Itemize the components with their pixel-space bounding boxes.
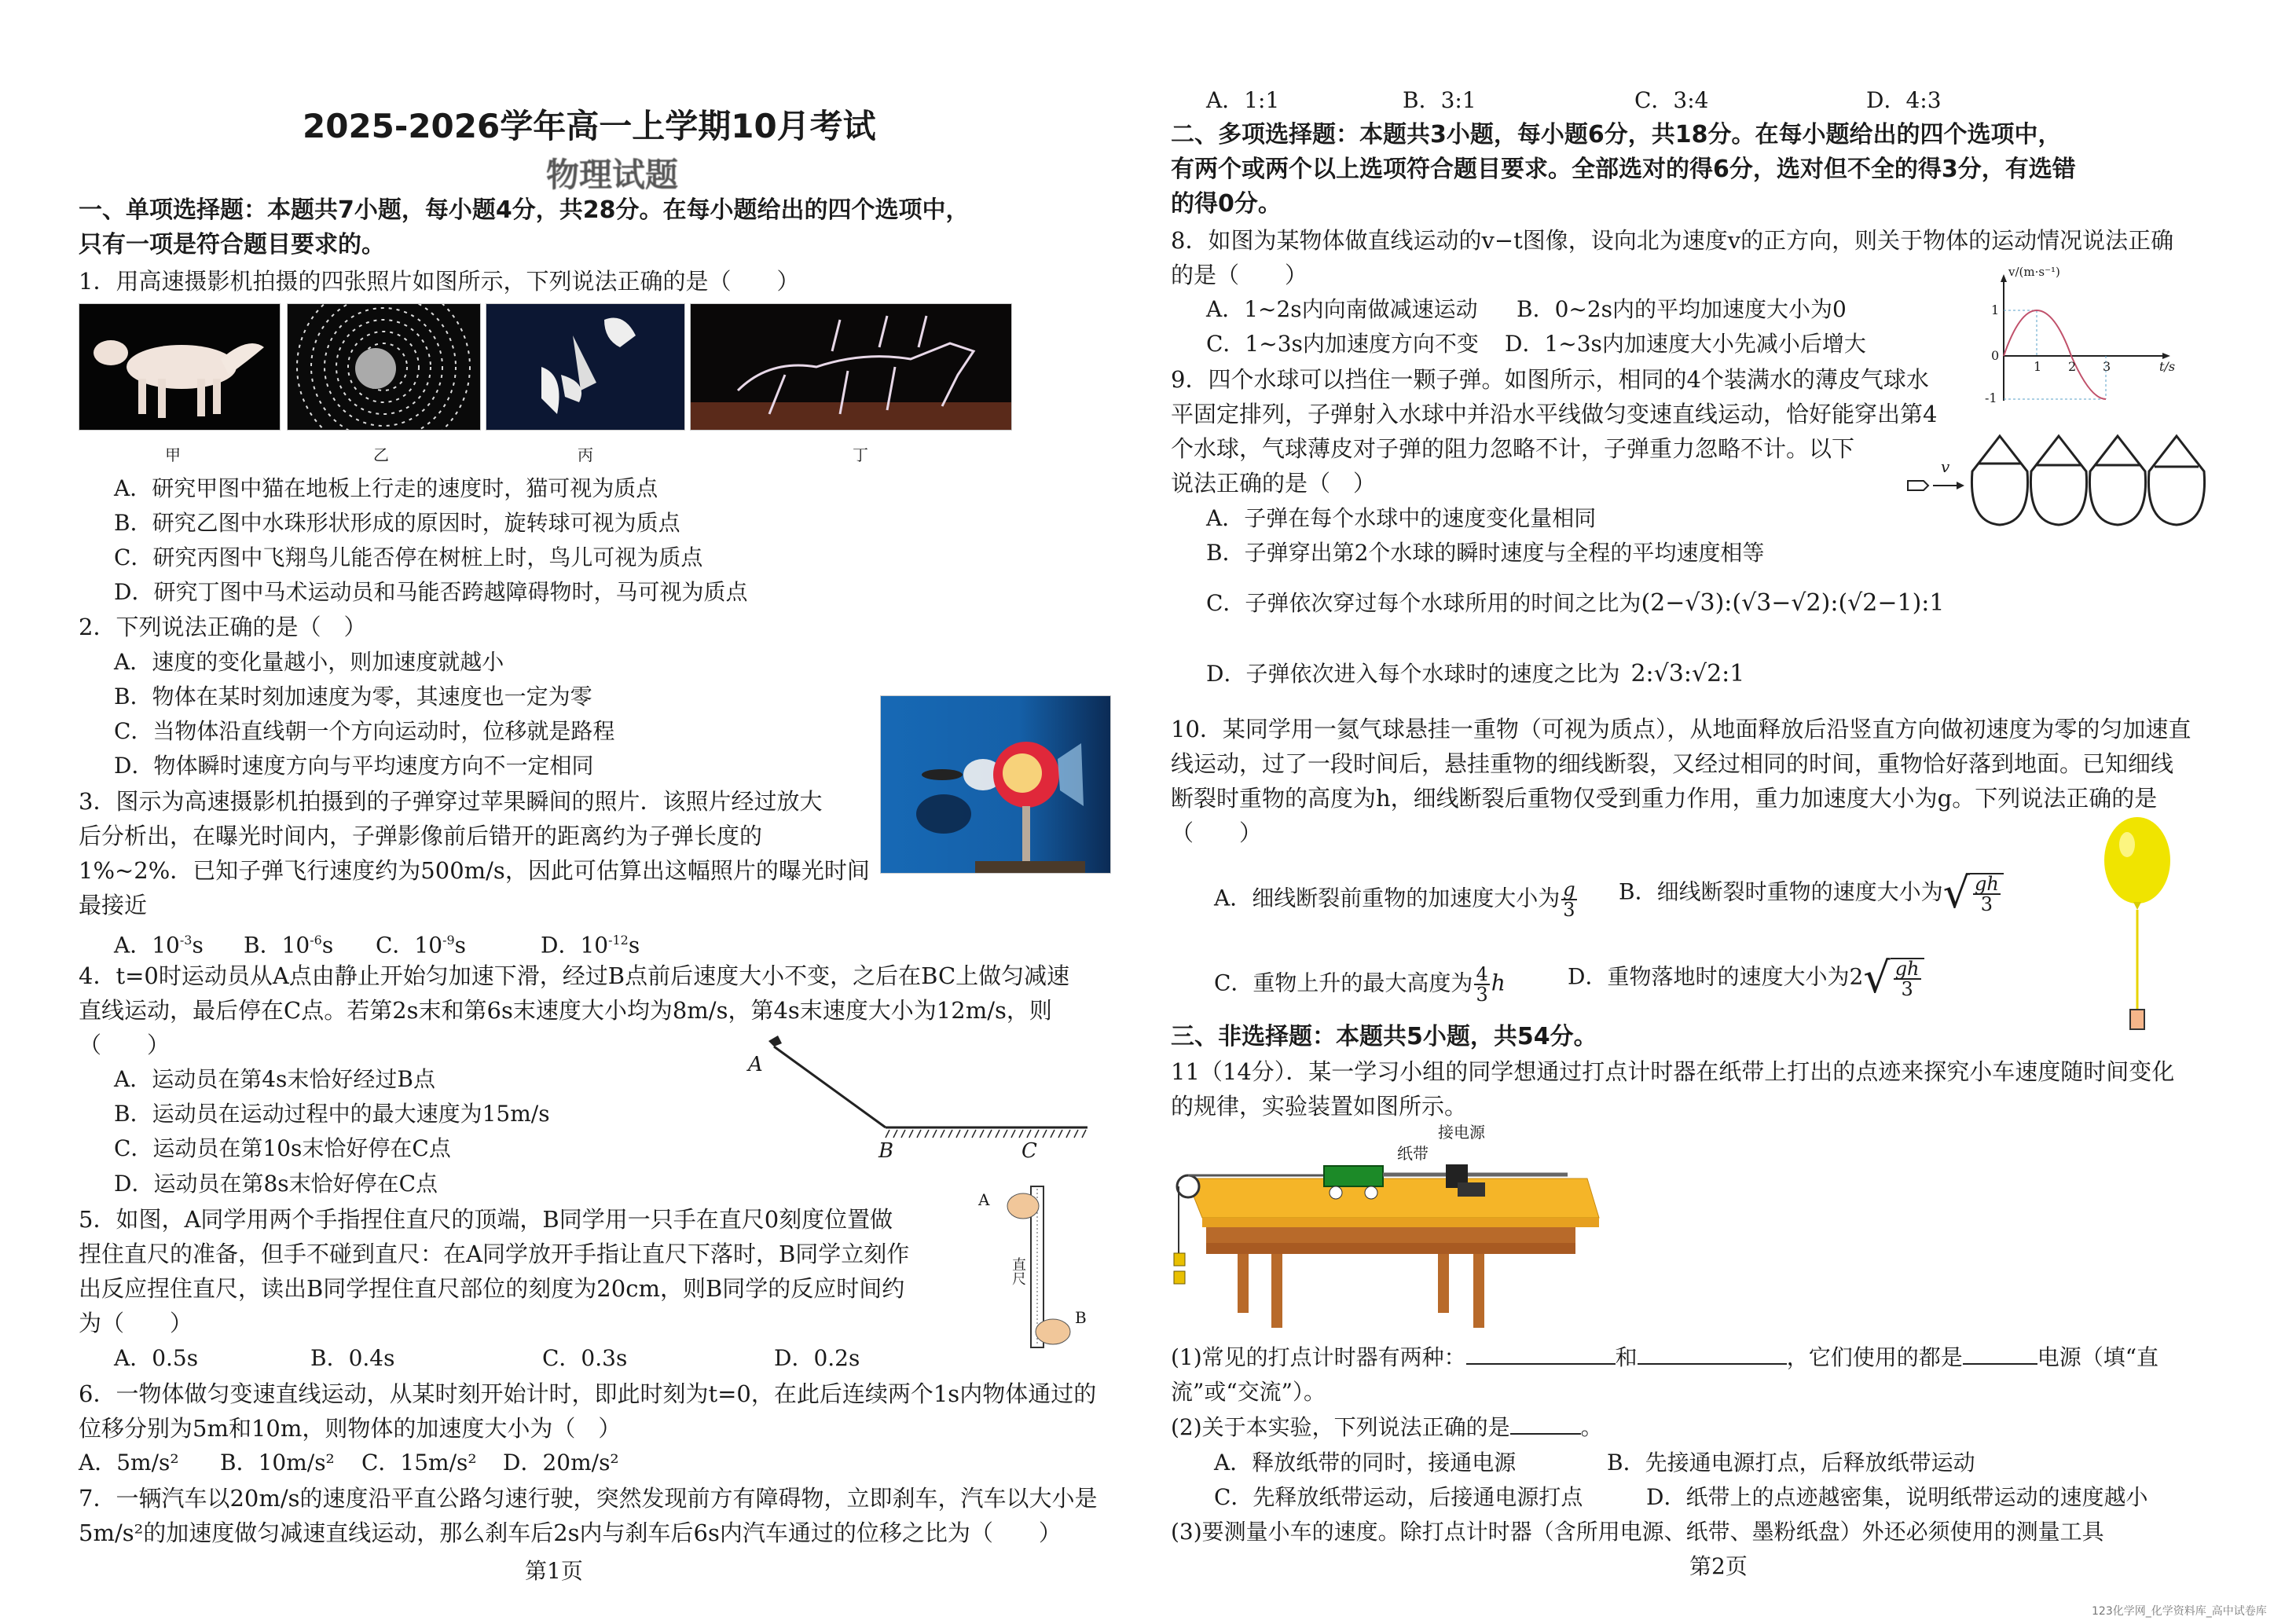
q8-stem-line2: 的是（ ） xyxy=(1171,262,1308,288)
q6-stem-line1: 6．一物体做匀变速直线运动，从某时刻开始计时，即此时刻为t=0，在此后连续两个1s内物体通过的 xyxy=(79,1380,1097,1407)
q7-option-c[interactable]: C．3:4 xyxy=(1634,87,1709,113)
tape-label: 纸带 xyxy=(1397,1144,1429,1163)
q10-option-d[interactable]: D．重物落地时的速度大小为2 √ $\frac{gh}{3}$ xyxy=(1568,957,1924,999)
q7-option-d[interactable]: D．4:3 xyxy=(1866,87,1942,113)
experiment-setup-icon xyxy=(1171,1131,1611,1328)
horse-image-icon xyxy=(691,304,1011,430)
q8-option-b[interactable]: B．0~2s内的平均加速度大小为0 xyxy=(1517,296,1847,322)
section3-heading: 三、非选择题：本题共5小题，共54分。 xyxy=(1171,1023,1597,1050)
q2-option-a[interactable]: A．速度的变化量越小，则加速度就越小 xyxy=(114,649,504,675)
photo-label-ding: 丁 xyxy=(853,445,868,464)
page1-footer: 第1页 xyxy=(525,1558,583,1584)
vt-ylabel: v/(m·s⁻¹) xyxy=(2008,265,2060,279)
q9-stem-line3: 个水球，气球薄皮对子弹的阻力忽略不计，子弹重力忽略不计。以下 xyxy=(1171,435,1855,462)
exam-subtitle: 物理试题 xyxy=(546,156,679,194)
q9-c-formula: (2−√3):(√3−√2):(√2−1):1 xyxy=(1641,589,1945,617)
vt-graph xyxy=(1980,265,2184,405)
q2-option-d[interactable]: D．物体瞬时速度方向与平均速度方向不一定相同 xyxy=(114,753,594,779)
exam-page-1 xyxy=(0,0,1147,1624)
q5-option-a[interactable]: A．0.5s xyxy=(114,1345,199,1371)
vt-ytick-1: 1 xyxy=(1991,302,2000,317)
q9-stem-line1: 9．四个水球可以挡住一颗子弹。如图所示，相同的4个装满水的薄皮气球水 xyxy=(1171,366,1929,393)
point-c-label: C xyxy=(1021,1139,1037,1163)
q7-stem-line2: 5m/s²的加速度做匀减速直线运动，那么刹车后2s内与刹车后6s内汽车通过的位移之比为（ ） xyxy=(79,1520,1062,1546)
q6-stem-line2: 位移分别为5m和10m，则物体的加速度大小为（ ） xyxy=(79,1415,622,1442)
q9-option-a[interactable]: A．子弹在每个水球中的速度变化量相同 xyxy=(1206,505,1597,531)
photo-horse-rider xyxy=(690,303,1012,431)
q5-stem-line4: 为（ ） xyxy=(79,1310,193,1336)
q7-stem-line1: 7．一辆汽车以20m/s的速度沿平直公路匀速行驶，突然发现前方有障碍物，立即刹车，汽车以大小是 xyxy=(79,1485,1098,1512)
vt-chart-icon xyxy=(1980,271,2184,401)
vt-xtick-3: 3 xyxy=(2103,359,2111,374)
photo-spinning-ball xyxy=(287,303,481,431)
velocity-label: v xyxy=(1941,457,1950,476)
q1-option-d[interactable]: D．研究丁图中马术运动员和马能否跨越障碍物时，马可视为质点 xyxy=(114,579,748,605)
q3-stem-line3: 1%~2%．已知子弹飞行速度约为500m/s，因此可估算出这幅照片的曝光时间 xyxy=(79,857,870,884)
q11-part1-line2: 流”或“交流”）。 xyxy=(1171,1379,1326,1405)
balloon-figure xyxy=(2102,817,2173,1037)
q5-option-b[interactable]: B．0.4s xyxy=(310,1345,395,1371)
exam-page-2 xyxy=(1147,0,2296,1624)
section1-heading: 一、单项选择题：本题共7小题，每小题4分，共28分。在每小题给出的四个选项中， xyxy=(79,196,970,224)
q4-option-c[interactable]: C．运动员在第10s末恰好停在C点 xyxy=(114,1135,451,1161)
q11-option-b[interactable]: B．先接通电源打点，后释放纸带运动 xyxy=(1607,1450,1975,1476)
point-a-label: A xyxy=(748,1053,763,1076)
section2-heading-line3: 的得0分。 xyxy=(1171,190,1282,218)
birds-image-icon xyxy=(486,304,684,430)
q10-stem-line3: 断裂时重物的高度为h，细线断裂后重物仅受到重力作用，重力加速度大小为g。下列说法正确的是 xyxy=(1171,785,2158,812)
q11-option-c[interactable]: C．先释放纸带运动，后接通电源打点 xyxy=(1214,1484,1583,1510)
q3-stem-line4: 最接近 xyxy=(79,892,148,918)
q5-stem-line3: 出反应捏住直尺，读出B同学捏住直尺部位的刻度为20cm，则B同学的反应时间约 xyxy=(79,1275,905,1302)
q1-stem: 1．用高速摄影机拍摄的四张照片如图所示，下列说法正确的是（ ） xyxy=(79,268,800,295)
q11-option-a[interactable]: A．释放纸带的同时，接通电源 xyxy=(1214,1450,1517,1476)
q2-option-c[interactable]: C．当物体沿直线朝一个方向运动时，位移就是路程 xyxy=(114,718,615,744)
q3-option-c[interactable]: C．$10^{-9}s$ xyxy=(376,932,467,959)
q1-option-c[interactable]: C．研究丙图中飞翔鸟儿能否停在树桩上时，鸟儿可视为质点 xyxy=(114,544,703,570)
q5-stem-line1: 5．如图，A同学用两个手指捏住直尺的顶端，B同学用一只手在直尺0刻度位置做 xyxy=(79,1206,893,1233)
q10-stem-line4: （ ） xyxy=(1171,819,1263,846)
q3-option-b[interactable]: B．$10^{-6}s$ xyxy=(244,932,334,959)
q11-stem-line1: 11（14分）．某一学习小组的同学想通过打点计时器在纸带上打出的点迹来探究小车速度随时间变化 xyxy=(1171,1058,2175,1085)
watermark: 123化学网_化学资料库_高中试卷库 xyxy=(2092,1605,2267,1618)
q6-option-a[interactable]: A．5m/s² xyxy=(79,1450,179,1476)
power-label: 接电源 xyxy=(1438,1123,1485,1142)
q5-ruler-diagram xyxy=(974,1182,1092,1351)
answer-blank-timer-type2[interactable] xyxy=(1638,1343,1787,1365)
q10-stem-line1: 10．某同学用一氦气球悬挂一重物（可视为质点），从地面释放后沿竖直方向做初速度为零的匀加速直 xyxy=(1171,716,2191,742)
q9-d-formula: 2:√3:√2:1 xyxy=(1630,660,1745,687)
q8-option-a[interactable]: A．1~2s内向南做减速运动 xyxy=(1206,296,1478,322)
q8-option-c[interactable]: C．1~3s内加速度方向不变 xyxy=(1206,331,1479,357)
q9-option-d[interactable]: D．子弹依次进入每个水球时的速度之比为 2:√3:√2:1 xyxy=(1206,660,1745,687)
q4-stem-line3: （ ） xyxy=(79,1032,171,1058)
answer-blank-power-type[interactable] xyxy=(1963,1343,2037,1365)
q3-stem-line1: 3．图示为高速摄影机拍摄到的子弹穿过苹果瞬间的照片．该照片经过放大 xyxy=(79,788,823,815)
water-balloons-icon xyxy=(1902,432,2208,530)
q8-stem-line1: 8．如图为某物体做直线运动的v−t图像，设向北为速度v的正方向，则关于物体的运动情况说法正确 xyxy=(1171,227,2174,254)
q9-stem-line2: 平固定排列，子弹射入水球中并沿水平线做匀变速直线运动，恰好能穿出第4 xyxy=(1171,401,1938,427)
q2-option-b[interactable]: B．物体在某时刻加速度为零，其速度也一定为零 xyxy=(114,684,592,709)
q3-stem-line2: 后分析出，在曝光时间内，子弹影像前后错开的距离约为子弹长度的 xyxy=(79,823,763,849)
q11-part1-line1: (1)常见的打点计时器有两种： 和 ，它们使用的都是 电源（填“直 xyxy=(1171,1344,2159,1370)
section1-heading-cont: 只有一项是符合题目要求的。 xyxy=(79,231,385,258)
answer-blank-timer-type1[interactable] xyxy=(1466,1343,1616,1365)
q10-option-a[interactable]: A．细线断裂前重物的加速度大小为 $\frac{g}{3}$ xyxy=(1214,878,1575,921)
point-b-label: B xyxy=(878,1139,894,1163)
answer-blank-part2[interactable] xyxy=(1510,1413,1581,1435)
vt-ytick-neg1: -1 xyxy=(1985,390,1997,405)
photo-cat xyxy=(79,303,281,431)
q1-option-a[interactable]: A．研究甲图中猫在地板上行走的速度时，猫可视为质点 xyxy=(114,475,658,501)
water-balloons-diagram xyxy=(1902,432,2208,530)
section2-heading-line2: 有两个或两个以上选项符合题目要求。全部选对的得6分，选对但不全的得3分，有选错 xyxy=(1171,156,2076,183)
photo-label-jia: 甲 xyxy=(165,445,181,464)
q7-option-a[interactable]: A．1:1 xyxy=(1206,87,1280,113)
page2-footer: 第2页 xyxy=(1689,1553,1748,1579)
q5-stem-line2: 捏住直尺的准备，但手不碰到直尺：在A同学放开手指让直尺下落时，B同学立刻作 xyxy=(79,1241,910,1267)
vt-xtick-1: 1 xyxy=(2034,359,2042,374)
q9-option-b[interactable]: B．子弹穿出第2个水球的瞬时速度与全程的平均速度相等 xyxy=(1206,540,1765,566)
q9-option-c[interactable]: C．子弹依次穿过每个水球所用的时间之比为(2−√3):(√3−√2):(√2−1):1 xyxy=(1206,589,1945,617)
q4-stem-line2: 直线运动，最后停在C点。若第2s末和第6s末速度大小均为8m/s，第4s末速度大小为12m/s，则 xyxy=(79,997,1052,1024)
q9-stem-line4: 说法正确的是（ ） xyxy=(1171,470,1377,497)
vt-ytick-0: 0 xyxy=(1991,348,2000,363)
photo-label-bing: 丙 xyxy=(578,445,593,464)
balloon-icon xyxy=(2102,817,2173,1037)
photo-bullet-apple xyxy=(880,695,1111,874)
vt-xtick-2: 2 xyxy=(2068,359,2077,374)
q7-option-b[interactable]: B．3:1 xyxy=(1403,87,1476,113)
q8-option-d[interactable]: D．1~3s内加速度大小先减小后增大 xyxy=(1505,331,1866,357)
q3-option-d[interactable]: D．$10^{-12}s$ xyxy=(541,932,640,959)
timer-experiment-diagram xyxy=(1171,1123,1611,1328)
q5-option-c[interactable]: C．0.3s xyxy=(542,1345,628,1371)
q4-option-d[interactable]: D．运动员在第8s末恰好停在C点 xyxy=(114,1171,438,1197)
q4-stem-line1: 4．t=0时运动员从A点由静止开始匀加速下滑，经过B点前后速度大小不变，之后在BC上做匀减速 xyxy=(79,962,1070,989)
q10-option-b[interactable]: B．细线断裂时重物的速度大小为 √ $\frac{gh}{3}$ xyxy=(1619,872,2004,915)
q4-slope-diagram xyxy=(739,1029,1100,1163)
q1-option-b[interactable]: B．研究乙图中水珠形状形成的原因时，旋转球可视为质点 xyxy=(114,510,680,536)
q11-stem-line2: 的规律，实验装置如图所示。 xyxy=(1171,1093,1468,1120)
q10-option-c[interactable]: C．重物上升的最大高度为 $\frac{4}{3}$ h xyxy=(1214,963,1506,1006)
q10-stem-line2: 线运动，过了一段时间后，悬挂重物的细线断裂，又经过相同的时间，重物恰好落到地面。已知细线 xyxy=(1171,750,2174,777)
photo-label-yi: 乙 xyxy=(373,445,389,464)
q3-option-a[interactable]: A．$10^{-3}s$ xyxy=(114,932,204,959)
spinning-ball-image-icon xyxy=(288,304,480,430)
section2-heading-line1: 二、多项选择题：本题共3小题，每小题6分，共18分。在每小题给出的四个选项中， xyxy=(1171,121,2062,148)
ruler-label: 直尺 xyxy=(1010,1257,1026,1285)
exam-title: 2025-2026学年高一上学期10月考试 xyxy=(303,107,876,145)
student-a-label: A xyxy=(978,1190,990,1209)
q2-stem: 2．下列说法正确的是（ ） xyxy=(79,614,367,640)
q4-option-b[interactable]: B．运动员在运动过程中的最大速度为15m/s xyxy=(114,1101,550,1127)
slope-figure-icon xyxy=(739,1029,1100,1155)
cat-image-icon xyxy=(79,304,280,430)
q4-option-a[interactable]: A．运动员在第4s末恰好经过B点 xyxy=(114,1066,435,1092)
vt-xlabel: t/s xyxy=(2159,359,2176,374)
q6-option-b[interactable]: B．10m/s² xyxy=(220,1450,335,1476)
photo-birds xyxy=(486,303,685,431)
q11-option-d[interactable]: D．纸带上的点迹越密集，说明纸带运动的速度越小 xyxy=(1646,1484,2148,1510)
bullet-apple-image-icon xyxy=(881,696,1110,873)
q5-option-d[interactable]: D．0.2s xyxy=(774,1345,860,1371)
q11-part2-stem: (2)关于本实验，下列说法正确的是 。 xyxy=(1171,1414,1603,1440)
q11-part3-stem: (3)要测量小车的速度。除打点计时器（含所用电源、纸带、墨粉纸盘）外还必须使用的测量工具 xyxy=(1171,1519,2104,1545)
student-b-label: B xyxy=(1075,1308,1087,1327)
q6-option-c[interactable]: C．15m/s² xyxy=(361,1450,477,1476)
q6-option-d[interactable]: D．20m/s² xyxy=(503,1450,619,1476)
